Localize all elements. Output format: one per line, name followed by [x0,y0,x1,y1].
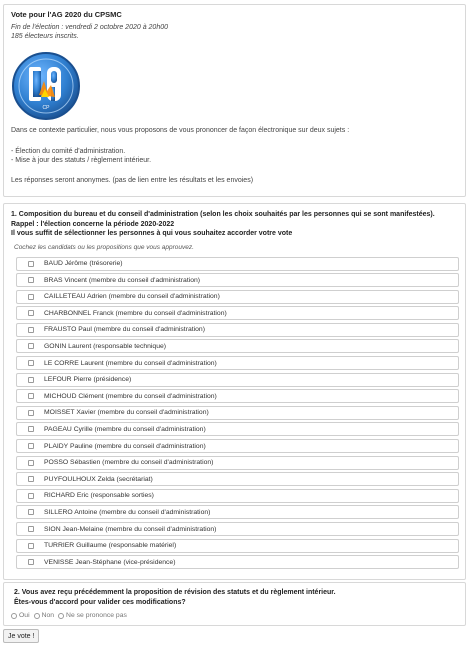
candidate-option[interactable] [16,505,459,519]
candidate-label: PUYFOULHOUX Zelda (secrétariat) [44,475,153,483]
candidate-option[interactable] [16,339,459,353]
candidate-list [8,257,461,570]
candidate-label: SION Jean-Melaine (membre du conseil d'administration) [44,525,217,533]
anonymity-note: Les réponses seront anonymes. (pas de lien entre les résultats et les envoies) [11,176,254,184]
question-1-hint: Cochez les candidats ou les propositions que vous approuvez. [14,243,194,251]
candidate-option[interactable] [16,257,459,271]
candidate-label: SILLERO Antoine (membre du conseil d'administration) [44,508,211,516]
candidate-option[interactable] [16,306,459,320]
candidate-label: LE CORRE Laurent (membre du conseil d'administration) [44,359,217,367]
candidate-option[interactable] [16,522,459,536]
radio-option-oui[interactable] [11,612,30,619]
candidate-checkbox[interactable] [28,526,34,532]
candidate-option[interactable] [16,555,459,569]
club-logo [11,51,81,121]
candidate-option[interactable] [16,389,459,403]
candidate-option[interactable] [16,539,459,553]
candidate-checkbox[interactable] [28,493,34,499]
topic-item: - Élection du comité d'administration. [11,147,126,155]
candidate-checkbox[interactable] [28,277,34,283]
candidate-option[interactable] [16,290,459,304]
radio-option-abstain[interactable] [58,612,127,619]
candidate-option[interactable] [16,489,459,503]
topic-item: - Mise à jour des statuts / règlement intérieur. [11,157,152,164]
submit-vote-button[interactable]: Je vote ! [3,629,39,643]
topics-list [11,147,458,166]
candidate-label: FRAUSTO Paul (membre du conseil d'administration) [44,326,205,334]
candidate-checkbox[interactable] [28,460,34,466]
candidate-option[interactable] [16,472,459,486]
candidate-label: BAUD Jérôme (trésorerie) [44,260,123,267]
candidate-checkbox[interactable] [28,360,34,366]
candidate-label: MICHOUD Clément (membre du conseil d'administration) [44,392,217,400]
radio-button[interactable] [11,613,17,619]
candidate-checkbox[interactable] [28,261,34,267]
candidate-label: RICHARD Eric (responsable sorties) [44,492,154,500]
candidate-option[interactable] [16,356,459,370]
radio-button[interactable] [58,613,64,619]
candidate-checkbox[interactable] [28,543,34,549]
candidate-label: GONIN Laurent (responsable technique) [44,342,167,350]
candidate-option[interactable] [16,406,459,420]
candidate-option[interactable] [16,422,459,436]
question-2-question: Êtes-vous d'accord pour valider ces modifications? [14,598,186,606]
candidate-label: VENISSE Jean-Stéphane (vice-présidence) [44,558,176,566]
candidate-label: CHARBONNEL Franck (membre du conseil d'administration) [44,309,227,317]
radio-label: Non [41,612,55,619]
question-1-instruction: Il vous suffit de sélectionner les personnes à qui vous souhaitez accorder votre vote [11,230,293,237]
candidate-label: LEFOUR Pierre (présidence) [44,376,132,384]
candidate-checkbox[interactable] [28,327,34,333]
intro-panel [3,4,466,197]
candidate-checkbox[interactable] [28,509,34,515]
candidate-checkbox[interactable] [28,476,34,482]
intro-paragraph: Dans ce contexte particulier, nous vous proposons de vous prononcer de façon électronique sur deux sujets : [11,127,350,134]
candidate-option[interactable] [16,456,459,470]
radio-option-non[interactable] [34,612,54,619]
candidate-checkbox[interactable] [28,393,34,399]
candidate-checkbox[interactable] [28,426,34,432]
question-2-title: 2. Vous avez reçu précédemment la proposition de révision des statuts et du règlement intérieur. [14,589,336,596]
candidate-label: POSSO Sébastien (membre du conseil d'administration) [44,459,214,467]
candidate-label: PAGEAU Cyrille (membre du conseil d'administration) [44,425,206,433]
candidate-checkbox[interactable] [28,559,34,565]
page-title: Vote pour l'AG 2020 du CPSMC [11,10,122,19]
question-2-options [11,612,458,619]
candidate-checkbox[interactable] [28,343,34,349]
question-1-reminder: Rappel : l'élection concerne la période 2020-2022 [11,220,175,228]
radio-button[interactable] [34,613,40,619]
candidate-label: BRAS Vincent (membre du conseil d'administration) [44,276,201,284]
candidate-label: MOISSET Xavier (membre du conseil d'administration) [44,409,209,417]
radio-label: Oui [19,612,30,619]
candidate-option[interactable] [16,439,459,453]
question-1-title: 1. Composition du bureau et du conseil d'administration (selon les choix souhaités par les personnes qui se sont manifestées). [11,211,435,218]
candidate-checkbox[interactable] [28,377,34,383]
radio-label: Ne se prononce pas [66,612,127,619]
deadline-text: Fin de l'élection : vendredi 2 octobre 2020 à 20h00 [11,24,169,31]
candidate-label: TURRIER Guillaume (responsable matériel) [44,542,177,550]
question-1-panel [3,203,466,580]
candidate-checkbox[interactable] [28,443,34,449]
candidate-label: PLAIDY Pauline (membre du conseil d'administration) [44,442,206,450]
electors-count: 185 électeurs inscrits. [11,33,79,40]
candidate-checkbox[interactable] [28,410,34,416]
candidate-option[interactable] [16,273,459,287]
candidate-checkbox[interactable] [28,294,34,300]
svg-text:CP: CP [42,105,50,111]
candidate-checkbox[interactable] [28,310,34,316]
candidate-label: CAILLETEAU Adrien (membre du conseil d'administration) [44,293,220,301]
question-2-panel [3,582,466,626]
candidate-option[interactable] [16,373,459,387]
candidate-option[interactable] [16,323,459,337]
